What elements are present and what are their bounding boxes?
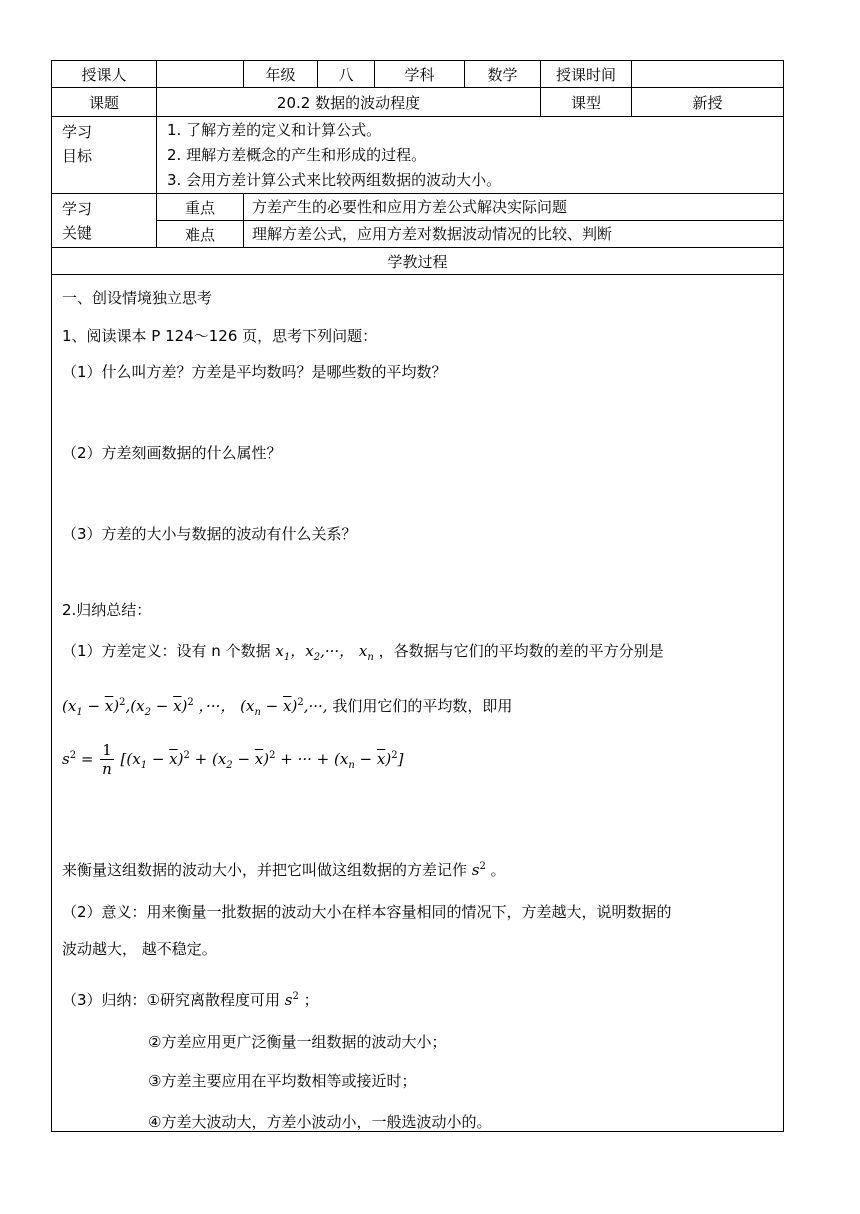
meaning-line-1: （2）意义：用来衡量一批数据的波动大小在样本容量相同的情况下，方差越大，说明数据的 xyxy=(62,903,672,921)
meaning-line-2: 波动越大， 越不稳定。 xyxy=(62,940,217,958)
definition-line-1 xyxy=(62,640,664,663)
keys-label-line2: 关键 xyxy=(62,224,93,242)
variance-formula: $s^2$ = $\frac{1}{n}$ [$(x_1 - \overline{x})^2 + (x_2 - \overline{x})^2$ + ··· + $(x_n - \overline{x})^2$] xyxy=(62,741,404,778)
goal-item: 1. 了解方差的定义和计算公式。 xyxy=(167,121,382,139)
difficulty-value: 理解方差公式，应用方差对数据波动情况的比较、判断 xyxy=(243,220,784,248)
process-body xyxy=(51,274,784,1132)
definition-suffix: ，各数据与它们的平均数的差的平方分别是 xyxy=(378,642,664,660)
goal-item: 3. 会用方差计算公式来比较两组数据的波动大小。 xyxy=(167,171,502,189)
definition-line4-text: 来衡量这组数据的波动大小，并把它叫做这组数据的方差记作 xyxy=(62,861,468,879)
question-3: （3）方差的大小与数据的波动有什么关系？ xyxy=(62,525,357,543)
subject-value: 数学 xyxy=(464,60,541,88)
definition-line2-suffix: 我们用它们的平均数，即用 xyxy=(332,697,513,715)
process-title: 学教过程 xyxy=(51,247,784,275)
type-value: 新授 xyxy=(631,87,784,117)
definition-line-4 xyxy=(62,859,506,880)
time-value xyxy=(631,60,784,88)
conclusion-line-1 xyxy=(62,989,319,1010)
focus-label: 重点 xyxy=(156,193,244,221)
goals-list xyxy=(156,116,784,194)
topic-value: 20.2 数据的波动程度 xyxy=(156,87,541,117)
definition-prefix: （1）方差定义：设有 n 个数据 xyxy=(62,642,271,660)
section1-title: 一、创设情境独立思考 xyxy=(62,289,213,307)
keys-label-line1: 学习 xyxy=(62,200,93,218)
teacher-label: 授课人 xyxy=(51,60,157,88)
grade-value: 八 xyxy=(317,60,375,88)
grade-label: 年级 xyxy=(243,60,318,88)
goals-label-line1: 学习 xyxy=(62,123,93,141)
variance-symbol: $s^2$ xyxy=(284,991,299,1009)
teacher-value xyxy=(156,60,244,88)
definition-line4-end: 。 xyxy=(490,861,506,879)
difficulty-label: 难点 xyxy=(156,220,244,248)
time-label: 授课时间 xyxy=(540,60,632,88)
focus-value: 方差产生的必要性和应用方差公式解决实际问题 xyxy=(243,193,784,221)
question-2: （2）方差刻画数据的什么属性？ xyxy=(62,444,282,462)
data-list-formula: $x_1$，$x_2,\cdot\cdot\cdot$， $x_n$ xyxy=(275,642,374,663)
conclusion-line-3: ③方差主要应用在平均数相等或接近时； xyxy=(148,1072,417,1090)
process-body-row xyxy=(51,274,784,1132)
conclusion-line-2: ②方差应用更广泛衡量一组数据的波动大小； xyxy=(148,1033,447,1051)
summary-title: 2.归纳总结： xyxy=(62,601,152,619)
process-title-row xyxy=(51,247,784,275)
subject-label: 学科 xyxy=(374,60,465,88)
question-1: （1）什么叫方差？方差是平均数吗？是哪些数的平均数？ xyxy=(62,363,447,381)
keys-label xyxy=(51,193,157,248)
conclusion-line-4: ④方差大波动大，方差小波动小，一般选波动小的。 xyxy=(148,1113,492,1131)
goal-item: 2. 理解方差概念的产生和形成的过程。 xyxy=(167,146,427,164)
reading-instruction: 1、阅读课本 P 124～126 页，思考下列问题： xyxy=(62,327,378,345)
goals-label-line2: 目标 xyxy=(62,147,93,165)
definition-line-2 xyxy=(62,695,512,718)
variance-symbol: $s^2$ xyxy=(471,861,486,879)
header-row-2 xyxy=(51,87,784,117)
goals-label xyxy=(51,116,157,194)
conclusion-prefix: （3）归纳：①研究离散程度可用 xyxy=(62,991,280,1009)
keys-row xyxy=(51,193,784,248)
header-row-1 xyxy=(51,60,784,88)
topic-label: 课题 xyxy=(51,87,157,117)
type-label: 课型 xyxy=(540,87,632,117)
goals-row xyxy=(51,116,784,194)
squared-deviations-formula: $(x_1 - \overline{x})^2,(x_2 - \overline{x})^2$ ，···， $(x_n - \overline{x})^2,\cdot\cdot\cdot$, xyxy=(62,697,328,718)
conclusion-prefix-end: ； xyxy=(303,991,319,1009)
